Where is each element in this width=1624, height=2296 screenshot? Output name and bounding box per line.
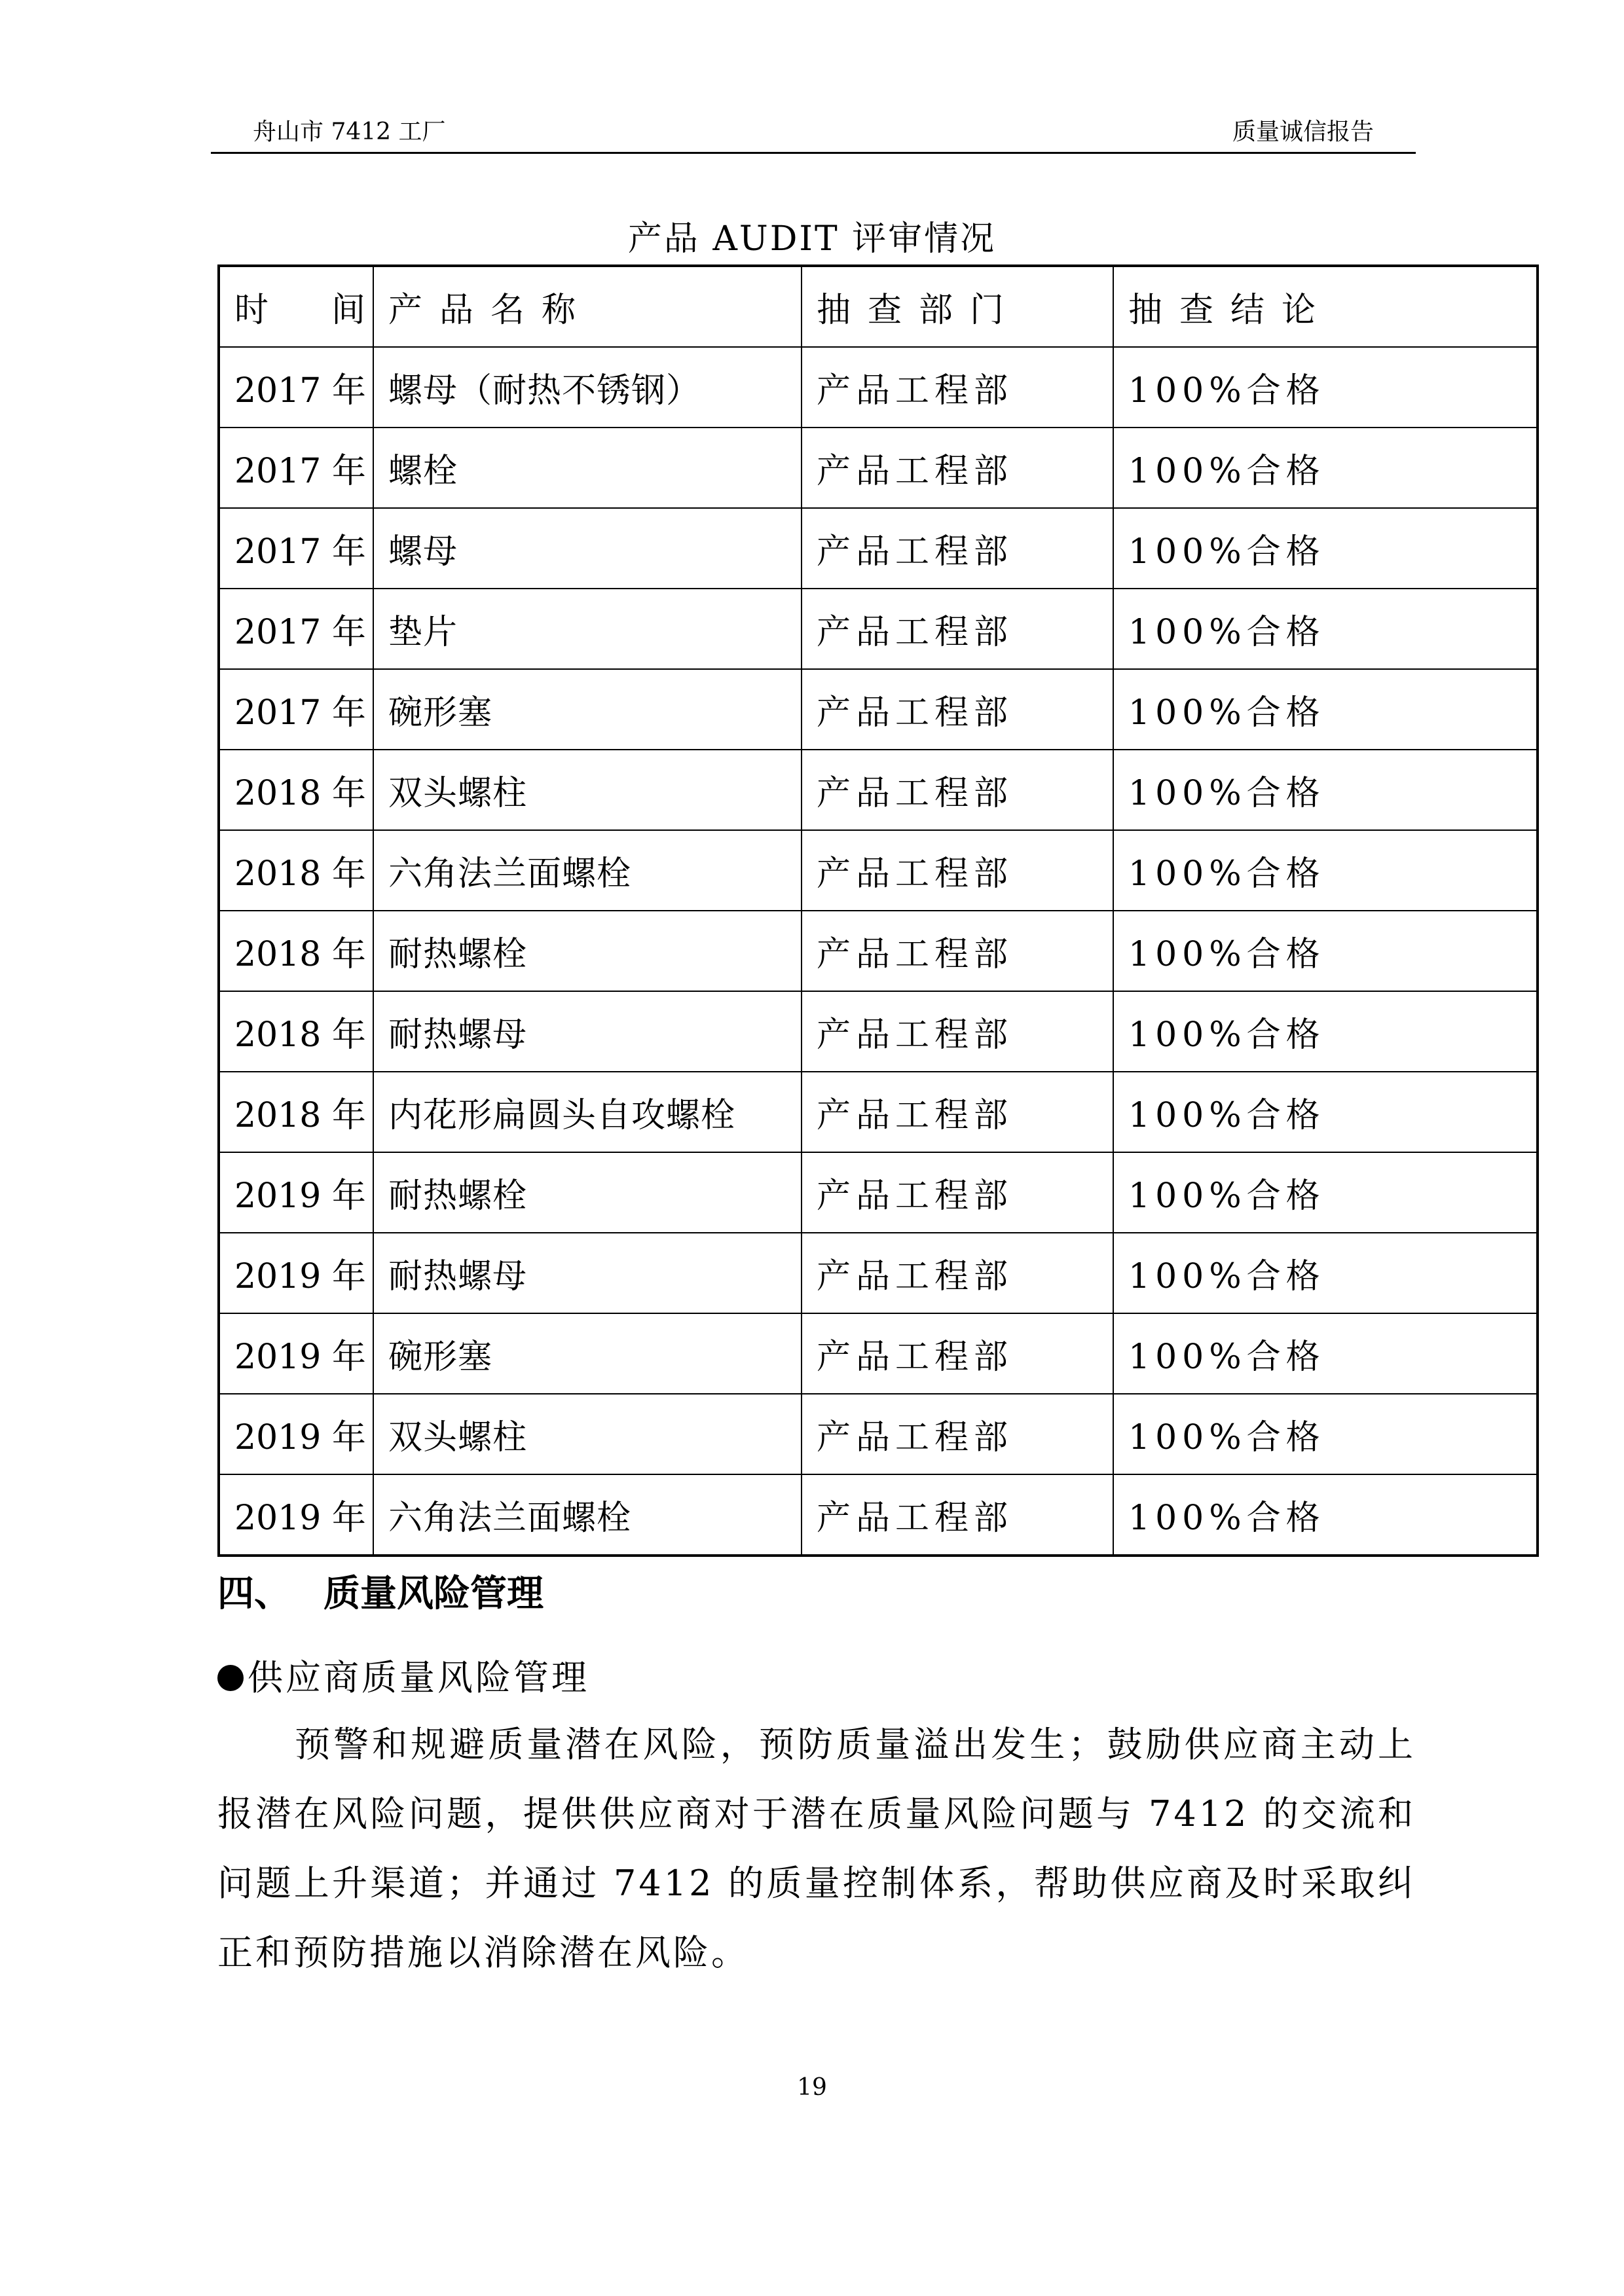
cell-department: 产品工程部 [802, 347, 1113, 428]
table-row [219, 1474, 1538, 1556]
cell-department: 产品工程部 [802, 428, 1113, 508]
cell-department: 产品工程部 [802, 991, 1113, 1072]
table-row [219, 1233, 1538, 1313]
cell-product: 耐热螺栓 [373, 911, 802, 991]
cell-department: 产品工程部 [802, 1072, 1113, 1152]
column-header-result: 抽查结论 [1113, 266, 1538, 347]
cell-product: 耐热螺母 [373, 1233, 802, 1313]
cell-result: 100%合格 [1113, 589, 1538, 669]
cell-department: 产品工程部 [802, 911, 1113, 991]
cell-result: 100%合格 [1113, 1394, 1538, 1474]
table-body [219, 347, 1538, 1556]
cell-result: 100%合格 [1113, 508, 1538, 589]
table-row [219, 1152, 1538, 1233]
cell-department: 产品工程部 [802, 669, 1113, 750]
cell-time: 2017 年 [219, 589, 373, 669]
cell-result: 100%合格 [1113, 1313, 1538, 1394]
table-row [219, 830, 1538, 911]
cell-product: 六角法兰面螺栓 [373, 1474, 802, 1556]
cell-result: 100%合格 [1113, 669, 1538, 750]
section-title: 质量风险管理 [323, 1573, 544, 1615]
cell-result: 100%合格 [1113, 991, 1538, 1072]
cell-department: 产品工程部 [802, 1152, 1113, 1233]
cell-time: 2017 年 [219, 428, 373, 508]
page-number: 19 [797, 2074, 827, 2101]
cell-time: 2019 年 [219, 1152, 373, 1233]
cell-result: 100%合格 [1113, 750, 1538, 830]
cell-department: 产品工程部 [802, 830, 1113, 911]
cell-product: 碗形塞 [373, 669, 802, 750]
cell-time: 2017 年 [219, 508, 373, 589]
table-row [219, 911, 1538, 991]
cell-time: 2019 年 [219, 1394, 373, 1474]
section-number: 四、 [217, 1573, 291, 1615]
cell-result: 100%合格 [1113, 1474, 1538, 1556]
column-header-department: 抽查部门 [802, 266, 1113, 347]
subheading [217, 1650, 589, 1700]
table-row [219, 1394, 1538, 1474]
cell-product: 双头螺柱 [373, 750, 802, 830]
cell-time: 2017 年 [219, 347, 373, 428]
cell-time: 2018 年 [219, 1072, 373, 1152]
cell-result: 100%合格 [1113, 830, 1538, 911]
table-row [219, 750, 1538, 830]
header-report-title: 质量诚信报告 [1232, 118, 1374, 145]
cell-result: 100%合格 [1113, 911, 1538, 991]
page-header [211, 113, 1416, 154]
cell-product: 垫片 [373, 589, 802, 669]
cell-time: 2018 年 [219, 830, 373, 911]
cell-time: 2019 年 [219, 1474, 373, 1556]
cell-department: 产品工程部 [802, 1474, 1113, 1556]
table-row [219, 1072, 1538, 1152]
cell-department: 产品工程部 [802, 1313, 1113, 1394]
cell-product: 耐热螺母 [373, 991, 802, 1072]
cell-product: 螺栓 [373, 428, 802, 508]
cell-product: 六角法兰面螺栓 [373, 830, 802, 911]
cell-result: 100%合格 [1113, 1072, 1538, 1152]
cell-result: 100%合格 [1113, 1152, 1538, 1233]
cell-time: 2018 年 [219, 911, 373, 991]
section-heading [217, 1565, 544, 1617]
audit-table [217, 264, 1539, 1557]
table-row [219, 347, 1538, 428]
cell-time: 2018 年 [219, 991, 373, 1072]
table-title: 产品 AUDIT 评审情况 [627, 219, 997, 259]
column-header-product: 产品名称 [373, 266, 802, 347]
cell-product: 双头螺柱 [373, 1394, 802, 1474]
cell-department: 产品工程部 [802, 1394, 1113, 1474]
table-row [219, 991, 1538, 1072]
table-header-row [219, 266, 1538, 347]
cell-product: 耐热螺栓 [373, 1152, 802, 1233]
table-row [219, 1313, 1538, 1394]
cell-product: 螺母 [373, 508, 802, 589]
cell-product: 碗形塞 [373, 1313, 802, 1394]
cell-department: 产品工程部 [802, 589, 1113, 669]
cell-result: 100%合格 [1113, 347, 1538, 428]
header-company: 舟山市 7412 工厂 [253, 118, 446, 145]
table-row [219, 428, 1538, 508]
cell-result: 100%合格 [1113, 428, 1538, 508]
table-row [219, 669, 1538, 750]
cell-time: 2017 年 [219, 669, 373, 750]
subheading-text: 供应商质量风险管理 [248, 1657, 589, 1698]
cell-time: 2019 年 [219, 1313, 373, 1394]
cell-product: 内花形扁圆头自攻螺栓 [373, 1072, 802, 1152]
cell-result: 100%合格 [1113, 1233, 1538, 1313]
body-paragraph: 预警和规避质量潜在风险，预防质量溢出发生；鼓励供应商主动上报潜在风险问题，提供供应商对于潜在质量风险问题与 7412 的交流和问题上升渠道；并通过 7412 的质量控制体系，帮助供应商及时采取纠正和预防措施以消除潜在风险。 [217, 1724, 1416, 1973]
cell-time: 2019 年 [219, 1233, 373, 1313]
table-row [219, 589, 1538, 669]
bullet-icon [217, 1665, 244, 1691]
cell-product: 螺母（耐热不锈钢） [373, 347, 802, 428]
cell-department: 产品工程部 [802, 1233, 1113, 1313]
cell-department: 产品工程部 [802, 750, 1113, 830]
table-row [219, 508, 1538, 589]
column-header-time: 时间 [219, 266, 373, 347]
cell-time: 2018 年 [219, 750, 373, 830]
cell-department: 产品工程部 [802, 508, 1113, 589]
